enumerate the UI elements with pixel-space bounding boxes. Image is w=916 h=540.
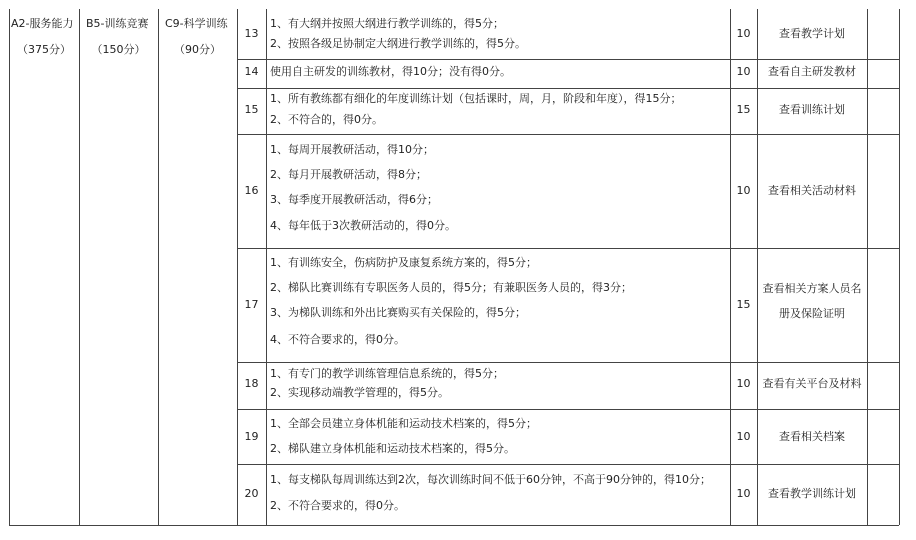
grid-line bbox=[237, 362, 899, 363]
grid-line bbox=[9, 525, 899, 526]
grid-line bbox=[237, 464, 899, 465]
grid-line bbox=[79, 9, 80, 525]
points-value: 10 bbox=[736, 65, 751, 78]
item-number: 15 bbox=[244, 103, 259, 116]
item-number: 16 bbox=[244, 184, 259, 197]
criteria-line: 2、不符合要求的，得0分。 bbox=[270, 499, 405, 512]
item-number: 20 bbox=[244, 487, 259, 500]
grid-line bbox=[237, 9, 238, 525]
check-method: 查看教学计划 bbox=[779, 27, 845, 40]
check-method: 查看教学训练计划 bbox=[768, 487, 856, 500]
criteria-line: 4、每年低于3次教研活动的，得0分。 bbox=[270, 219, 456, 232]
criteria-line: 2、按照各级足协制定大纲进行教学训练的，得5分。 bbox=[270, 37, 526, 50]
criteria-line: 1、每周开展教研活动，得10分； bbox=[270, 143, 434, 156]
check-method: 册及保险证明 bbox=[779, 307, 845, 320]
check-method: 查看训练计划 bbox=[779, 103, 845, 116]
criteria-line: 1、全部会员建立身体机能和运动技术档案的，得5分； bbox=[270, 417, 537, 430]
category-c-name: C9-科学训练 bbox=[165, 17, 228, 30]
criteria-line: 使用自主研发的训练教材，得10分；没有得0分。 bbox=[270, 65, 511, 78]
criteria-line: 2、梯队建立身体机能和运动技术档案的，得5分。 bbox=[270, 442, 515, 455]
criteria-line: 3、为梯队训练和外出比赛购买有关保险的，得5分； bbox=[270, 306, 526, 319]
category-a-name: A2-服务能力 bbox=[11, 17, 74, 30]
grid-line bbox=[158, 9, 159, 525]
grid-line bbox=[237, 134, 899, 135]
points-value: 10 bbox=[736, 377, 751, 390]
category-a-score: （375分） bbox=[17, 43, 71, 56]
criteria-line: 2、每月开展教研活动，得8分； bbox=[270, 168, 427, 181]
criteria-line: 2、不符合的，得0分。 bbox=[270, 113, 383, 126]
check-method: 查看相关活动材料 bbox=[768, 184, 856, 197]
grid-line bbox=[867, 9, 868, 525]
check-method: 查看有关平台及材料 bbox=[762, 377, 862, 390]
grid-line bbox=[237, 248, 899, 249]
item-number: 17 bbox=[244, 298, 259, 311]
item-number: 19 bbox=[244, 430, 259, 443]
grid-line bbox=[237, 409, 899, 410]
grid-line bbox=[899, 9, 900, 525]
grid-line bbox=[757, 9, 758, 525]
points-value: 10 bbox=[736, 487, 751, 500]
item-number: 18 bbox=[244, 377, 259, 390]
criteria-line: 3、每季度开展教研活动，得6分； bbox=[270, 193, 438, 206]
item-number: 14 bbox=[244, 65, 259, 78]
points-value: 10 bbox=[736, 27, 751, 40]
points-value: 15 bbox=[736, 103, 751, 116]
criteria-line: 1、每支梯队每周训练达到2次，每次训练时间不低于60分钟，不高于90分钟的，得10分； bbox=[270, 473, 711, 486]
points-value: 10 bbox=[736, 430, 751, 443]
criteria-line: 1、有训练安全，伤病防护及康复系统方案的，得5分； bbox=[270, 256, 537, 269]
check-method: 查看自主研发教材 bbox=[768, 65, 856, 78]
item-number: 13 bbox=[244, 27, 259, 40]
criteria-line: 1、所有教练都有细化的年度训练计划（包括课时，周，月，阶段和年度），得15分； bbox=[270, 92, 682, 105]
grid-line bbox=[9, 9, 10, 525]
criteria-line: 1、有大纲并按照大纲进行教学训练的，得5分； bbox=[270, 17, 504, 30]
grid-line bbox=[730, 9, 731, 525]
points-value: 10 bbox=[736, 184, 751, 197]
grid-line bbox=[237, 88, 899, 89]
category-c-score: （90分） bbox=[174, 43, 221, 56]
grid-line bbox=[266, 9, 267, 525]
criteria-line: 2、实现移动端教学管理的，得5分。 bbox=[270, 386, 449, 399]
criteria-line: 2、梯队比赛训练有专职医务人员的，得5分；有兼职医务人员的，得3分； bbox=[270, 281, 632, 294]
criteria-line: 1、有专门的教学训练管理信息系统的，得5分； bbox=[270, 367, 504, 380]
points-value: 15 bbox=[736, 298, 751, 311]
category-b-name: B5-训练竞赛 bbox=[86, 17, 149, 30]
check-method: 查看相关方案人员名 bbox=[762, 282, 862, 295]
check-method: 查看相关档案 bbox=[779, 430, 845, 443]
criteria-line: 4、不符合要求的，得0分。 bbox=[270, 333, 405, 346]
category-b-score: （150分） bbox=[91, 43, 146, 56]
grid-line bbox=[237, 59, 899, 60]
